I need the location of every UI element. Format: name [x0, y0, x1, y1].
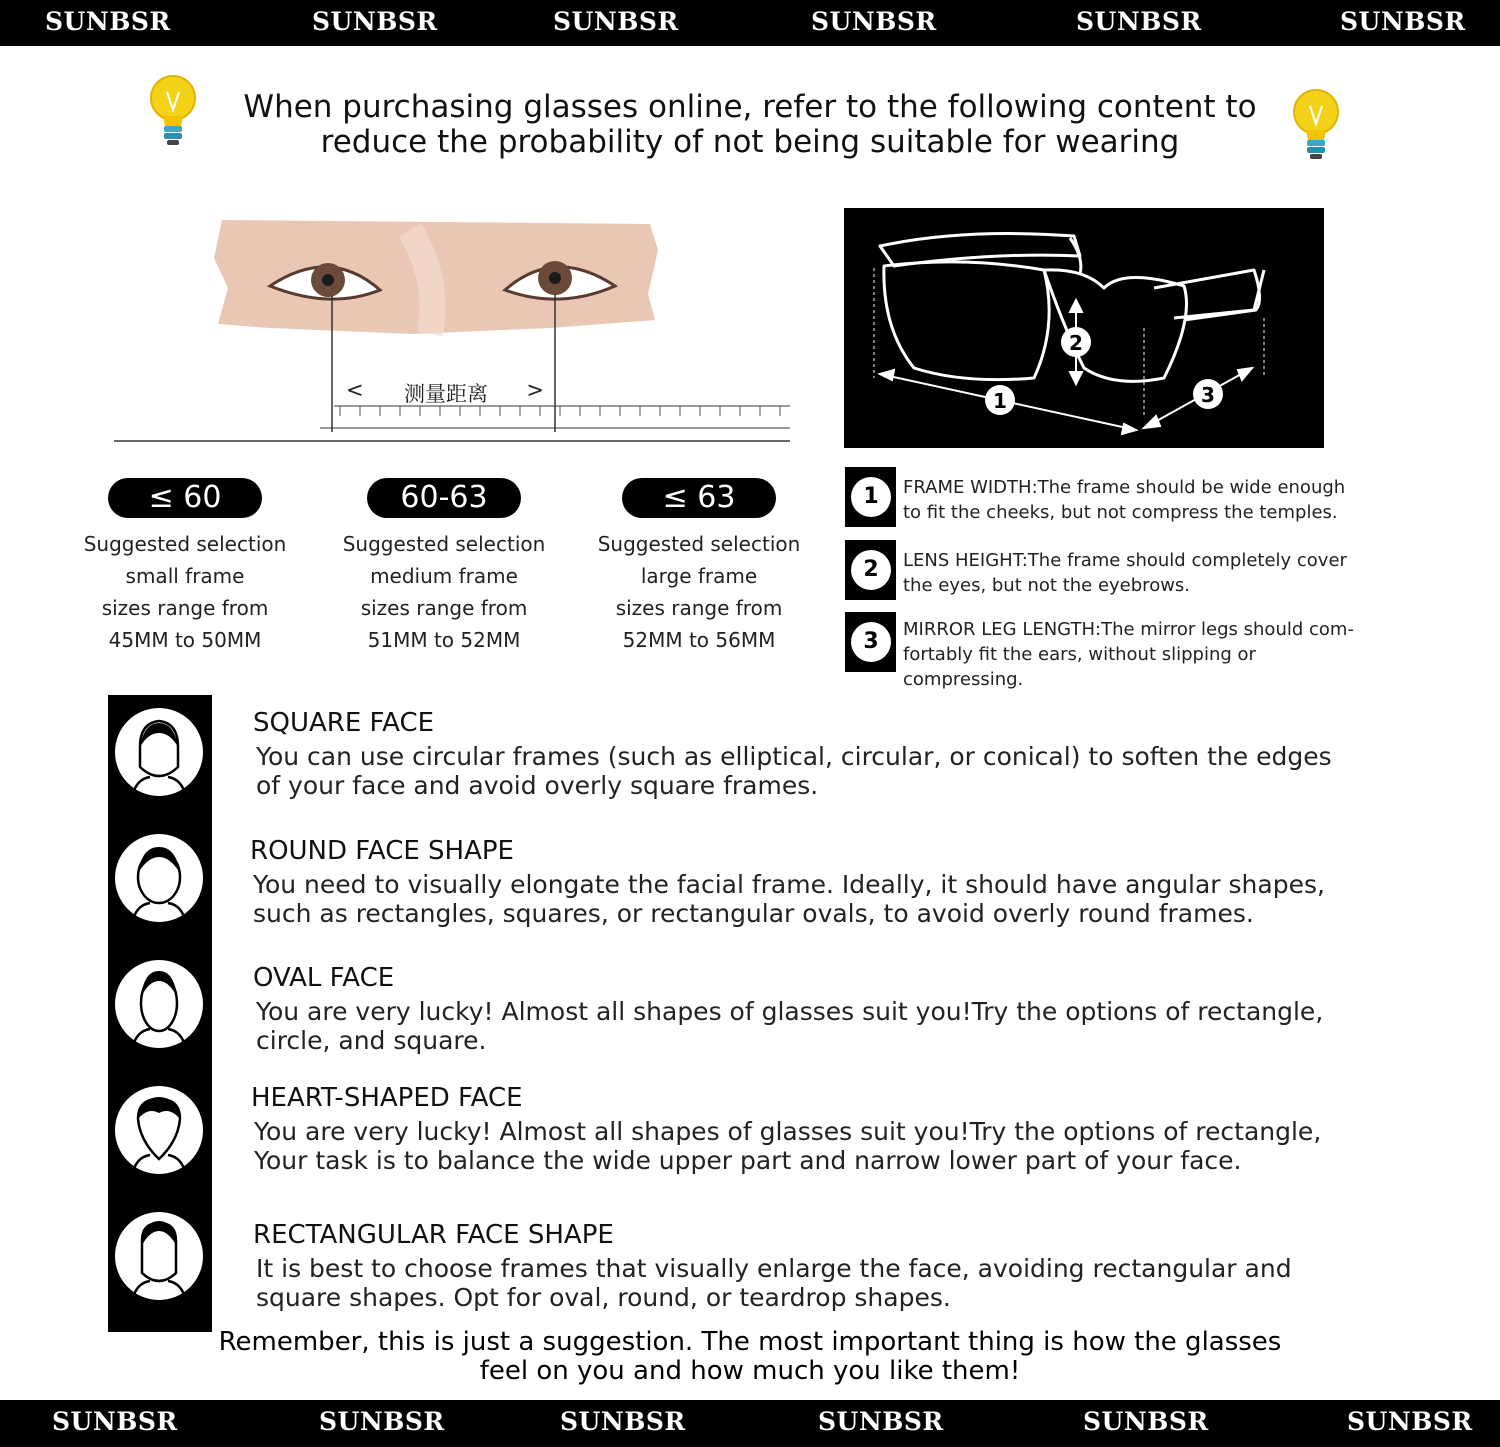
face-shape-sidebar	[108, 695, 212, 1332]
face-title: OVAL FACE	[253, 963, 395, 993]
face-oval	[253, 963, 1353, 1055]
diagram-number: 2	[1069, 331, 1083, 355]
legend-line: LENS HEIGHT:The frame should completely cover	[903, 550, 1347, 571]
legend-number-badge	[845, 612, 896, 672]
size-description	[569, 528, 829, 656]
size-line: Suggested selection	[597, 532, 801, 556]
size-line: large frame	[640, 564, 758, 588]
face-description	[251, 1117, 1351, 1175]
headline-line: reduce the probability of not being suitable for wearing	[320, 124, 1180, 160]
lightbulb-icon	[145, 72, 201, 152]
top-brand-bar	[0, 0, 1500, 46]
left-marker: <	[346, 378, 364, 402]
face-title: SQUARE FACE	[253, 708, 435, 738]
face-description	[253, 1254, 1353, 1312]
closing-reminder	[200, 1328, 1300, 1386]
face-title: ROUND FACE SHAPE	[250, 836, 514, 866]
legend-mirror-leg-length	[845, 612, 1365, 690]
size-range-pill: ≤ 60	[108, 478, 262, 518]
legend-text	[903, 475, 1363, 525]
bottom-brand-bar	[0, 1400, 1500, 1447]
size-range-pill: ≤ 63	[622, 478, 776, 518]
face-desc-line: of your face and avoid overly square frames.	[256, 771, 819, 800]
brand-logo-text: SUNBSR	[1076, 7, 1202, 36]
brand-logo-text: SUNBSR	[560, 1407, 686, 1436]
size-line: small frame	[125, 564, 245, 588]
face-desc-line: square shapes. Opt for oval, round, or teardrop shapes.	[256, 1283, 951, 1312]
brand-logo-text: SUNBSR	[1083, 1407, 1209, 1436]
heart-shaped-face-icon	[114, 1085, 204, 1175]
face-description	[253, 742, 1353, 800]
legend-line: FRAME WIDTH:The frame should be wide enough	[903, 477, 1346, 498]
reminder-line: Remember, this is just a suggestion. The most important thing is how the glasses	[218, 1327, 1282, 1357]
size-description	[55, 528, 315, 656]
face-desc-line: You are very lucky! Almost all shapes of glasses suit you!Try the options of rectangle,	[254, 1117, 1322, 1146]
legend-number-badge	[845, 540, 896, 600]
legend-line: the eyes, but not the eyebrows.	[903, 575, 1191, 596]
face-desc-line: You are very lucky! Almost all shapes of glasses suit you!Try the options of rectangle,	[256, 997, 1324, 1026]
legend-line: to fit the cheeks, but not compress the temples.	[903, 502, 1338, 523]
size-option-small	[55, 478, 315, 656]
size-range-pill: 60-63	[367, 478, 521, 518]
face-square	[253, 708, 1353, 800]
lightbulb-icon	[1288, 86, 1344, 166]
face-rectangular	[253, 1220, 1353, 1312]
pupil-distance-illustration	[110, 210, 800, 450]
brand-logo-text: SUNBSR	[45, 7, 171, 36]
legend-frame-width	[845, 467, 1365, 527]
face-desc-line: You need to visually elongate the facial frame. Ideally, it should have angular shapes,	[253, 870, 1325, 899]
legend-number: 2	[851, 550, 891, 590]
legend-text	[903, 548, 1363, 598]
size-line: 52MM to 56MM	[622, 628, 776, 652]
rectangular-face-icon	[114, 1211, 204, 1301]
size-line: Suggested selection	[83, 532, 287, 556]
size-option-large	[569, 478, 829, 656]
legend-lens-height	[845, 540, 1365, 600]
size-line: Suggested selection	[342, 532, 546, 556]
brand-logo-text: SUNBSR	[1340, 7, 1466, 36]
face-desc-line: such as rectangles, squares, or rectangular ovals, to avoid overly round frames.	[253, 899, 1254, 928]
brand-logo-text: SUNBSR	[811, 7, 937, 36]
glasses-dimension-diagram	[844, 208, 1324, 448]
size-description	[314, 528, 574, 656]
size-line: sizes range from	[360, 596, 528, 620]
face-desc-line: It is best to choose frames that visually enlarge the face, avoiding rectangular and	[256, 1254, 1292, 1283]
right-marker: >	[526, 378, 544, 402]
face-desc-line: circle, and square.	[256, 1026, 487, 1055]
reminder-line: feel on you and how much you like them!	[479, 1356, 1021, 1386]
legend-number: 1	[851, 477, 891, 517]
size-line: medium frame	[370, 564, 518, 588]
face-heart-shaped	[251, 1083, 1351, 1175]
legend-number: 3	[851, 622, 891, 662]
size-line: sizes range from	[615, 596, 783, 620]
page-headline	[225, 90, 1275, 160]
brand-logo-text: SUNBSR	[312, 7, 438, 36]
legend-number-badge	[845, 467, 896, 527]
legend-line: fortably fit the ears, without slipping or compressing.	[903, 644, 1256, 690]
legend-line: MIRROR LEG LENGTH:The mirror legs should com-	[903, 619, 1354, 640]
legend-text	[903, 617, 1363, 692]
face-round	[250, 836, 1350, 928]
brand-logo-text: SUNBSR	[319, 1407, 445, 1436]
headline-line: When purchasing glasses online, refer to the following content to	[243, 89, 1257, 125]
oval-face-icon	[114, 959, 204, 1049]
size-line: 45MM to 50MM	[108, 628, 262, 652]
face-title: RECTANGULAR FACE SHAPE	[253, 1220, 614, 1250]
glasses-outline-icon	[844, 208, 1324, 448]
size-option-medium	[314, 478, 574, 656]
measurement-label: 测量距离	[404, 382, 488, 406]
square-face-icon	[114, 707, 204, 797]
face-desc-line: Your task is to balance the wide upper part and narrow lower part of your face.	[254, 1146, 1242, 1175]
face-desc-line: You can use circular frames (such as elliptical, circular, or conical) to soften the edges	[256, 742, 1332, 771]
brand-logo-text: SUNBSR	[818, 1407, 944, 1436]
face-title: HEART-SHAPED FACE	[251, 1083, 523, 1113]
size-line: 51MM to 52MM	[367, 628, 521, 652]
diagram-number: 3	[1201, 383, 1215, 407]
size-line: sizes range from	[101, 596, 269, 620]
brand-logo-text: SUNBSR	[553, 7, 679, 36]
brand-logo-text: SUNBSR	[52, 1407, 178, 1436]
diagram-number: 1	[993, 389, 1007, 413]
brand-logo-text: SUNBSR	[1347, 1407, 1473, 1436]
face-description	[250, 870, 1350, 928]
face-description	[253, 997, 1353, 1055]
round-face-icon	[114, 833, 204, 923]
